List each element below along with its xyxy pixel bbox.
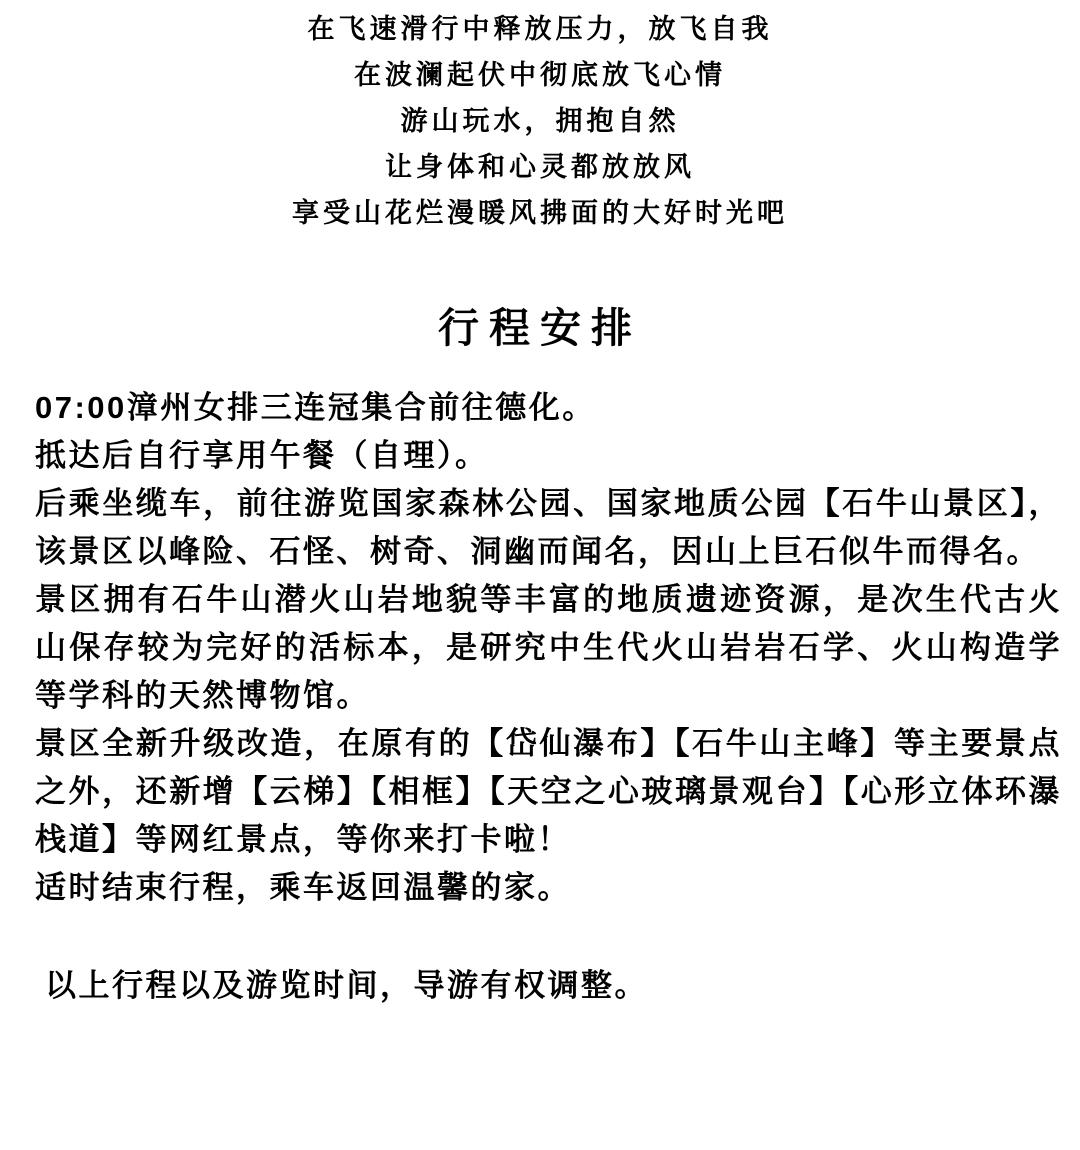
itinerary-body-section xyxy=(35,384,1062,912)
intro-poem-line: 游山玩水，拥抱自然 xyxy=(400,106,680,136)
itinerary-paragraph: 景区拥有石牛山潜火山岩地貌等丰富的地质遗迹资源，是次生代古火山保存较为完好的活标本，是研究中生代火山岩岩石学、火山构造学等学科的天然博物馆。 xyxy=(35,582,1062,713)
itinerary-paragraph: 适时结束行程，乘车返回温馨的家。 xyxy=(35,870,571,905)
itinerary-paragraph: 抵达后自行享用午餐（自理）。 xyxy=(35,438,489,473)
intro-poem-line: 享受山花烂漫暖风拂面的大好时光吧 xyxy=(292,198,788,228)
itinerary-paragraph: 景区全新升级改造，在原有的【岱仙瀑布】【石牛山主峰】等主要景点之外，还新增【云梯】【相框】【天空之心玻璃景观台】【心形立体环瀑栈道】等网红景点，等你来打卡啦！ xyxy=(35,726,1062,857)
itinerary-title: 行程安排 xyxy=(438,305,642,351)
intro-poem-line: 在飞速滑行中释放压力，放飞自我 xyxy=(307,14,773,44)
intro-poem-line: 在波澜起伏中彻底放飞心情 xyxy=(354,60,726,90)
itinerary-note: 以上行程以及游览时间，导游有权调整。 xyxy=(45,968,648,1003)
intro-poem-line: 让身体和心灵都放放风 xyxy=(385,152,695,182)
itinerary-paragraph: 后乘坐缆车，前往游览国家森林公园、国家地质公园【石牛山景区】，该景区以峰险、石怪、树奇、洞幽而闻名，因山上巨石似牛而得名。 xyxy=(35,486,1062,569)
intro-poem-section xyxy=(0,0,1080,236)
itinerary-paragraph: 07:00漳州女排三连冠集合前往德化。 xyxy=(35,390,596,425)
